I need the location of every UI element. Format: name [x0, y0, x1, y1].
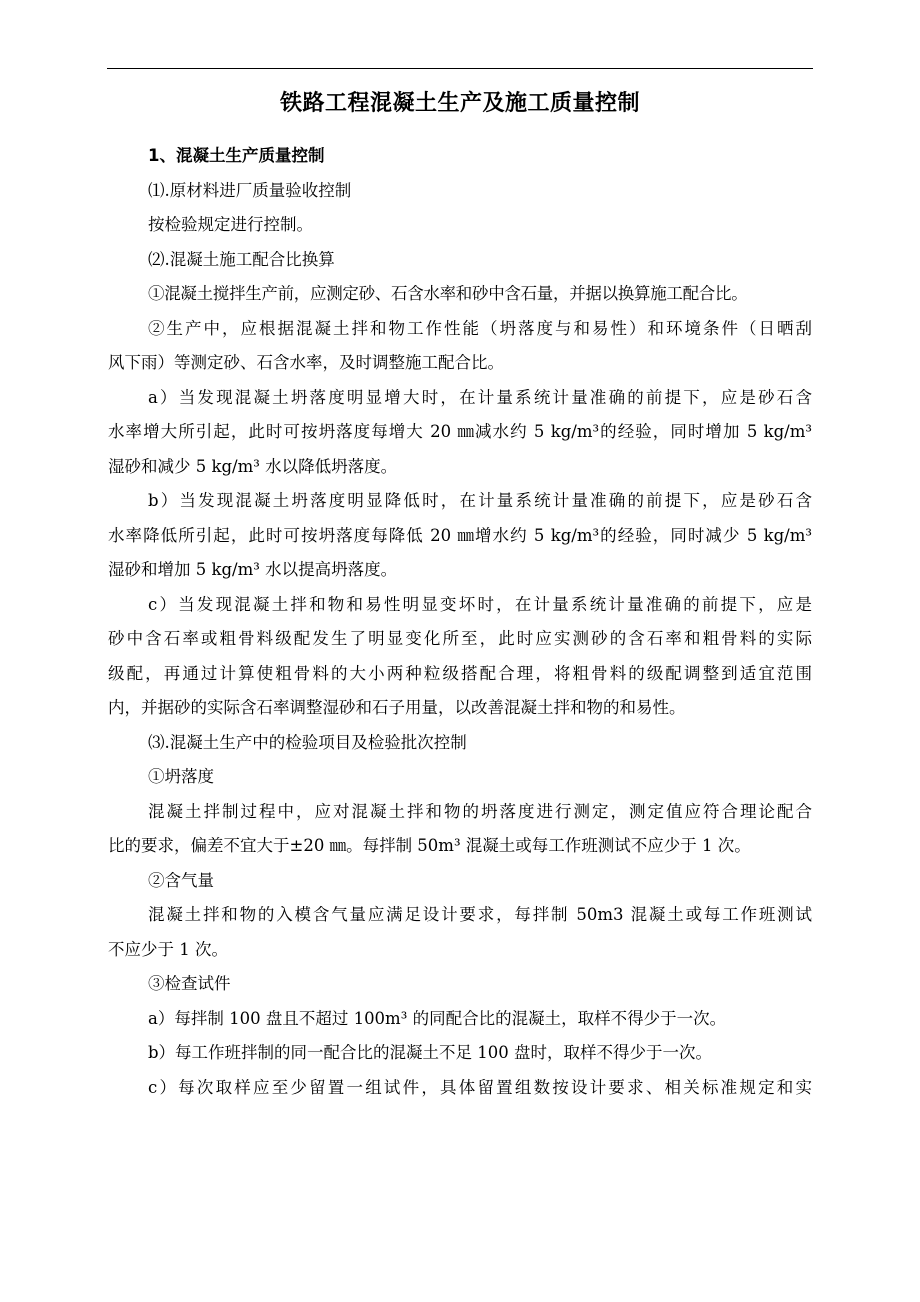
text-line: a）每拌制 100 盘且不超过 100m³ 的同配合比的混凝土，取样不得少于一次。	[148, 1008, 727, 1028]
text-line: ②生产中，应根据混凝土拌和物工作性能（坍落度与和易性）和环境条件（日晒刮	[148, 318, 812, 338]
text-line: 1、混凝土生产质量控制	[148, 146, 325, 165]
text-line: ①混凝土搅拌生产前，应测定砂、石含水率和砂中含石量，并据以换算施工配合比。	[148, 284, 748, 303]
text-line: c）当发现混凝土拌和物和易性明显变坏时，在计量系统计量准确的前提下，应是	[148, 594, 812, 614]
text-line: 湿砂和减少 5 kg/m³ 水以降低坍落度。	[108, 456, 398, 476]
text-line: 砂中含石率或粗骨料级配发生了明显变化所至，此时应实测砂的含石率和粗骨料的实际	[108, 629, 812, 648]
text-line: ①坍落度	[148, 767, 214, 786]
text-line: 湿砂和增加 5 kg/m³ 水以提高坍落度。	[108, 560, 398, 579]
text-line: 不应少于 1 次。	[108, 939, 228, 959]
text-line: ⑵.混凝土施工配合比换算	[148, 249, 335, 269]
text-line: 按检验规定进行控制。	[148, 215, 313, 234]
text-line: a）当发现混凝土坍落度明显增大时，在计量系统计量准确的前提下，应是砂石含	[148, 387, 812, 407]
text-line: 内，并据砂的实际含石率调整湿砂和石子用量，以改善混凝土拌和物的和易性。	[108, 698, 686, 717]
document-title: 铁路工程混凝土生产及施工质量控制	[279, 91, 640, 116]
text-line: ⑴.原材料进厂质量验收控制	[148, 180, 352, 200]
text-line: 混凝土拌制过程中，应对混凝土拌和物的坍落度进行测定，测定值应符合理论配合	[148, 801, 812, 821]
text-line: ⑶.混凝土生产中的检验项目及检验批次控制	[148, 732, 467, 752]
text-line: 水率降低所引起，此时可按坍落度每降低 20 ㎜增水约 5 kg/m³的经验，同时减少 5 kg/m³	[108, 525, 812, 545]
text-line: 风下雨）等测定砂、石含水率，及时调整施工配合比。	[108, 353, 504, 372]
text-line: c）每次取样应至少留置一组试件，具体留置组数按设计要求、相关标准规定和实	[148, 1077, 812, 1097]
text-line: 级配，再通过计算使粗骨料的大小两种粒级搭配合理，将粗骨料的级配调整到适宜范围	[108, 663, 812, 683]
text-line: ③检查试件	[148, 974, 231, 993]
text-line: b）当发现混凝土坍落度明显降低时，在计量系统计量准确的前提下，应是砂石含	[148, 491, 812, 510]
text-line: b）每工作班拌制的同一配合比的混凝土不足 100 盘时，取样不得少于一次。	[148, 1043, 713, 1062]
text-line: 混凝土拌和物的入模含气量应满足设计要求，每拌制 50m3 混凝土或每工作班测试	[148, 905, 812, 924]
text-line: 比的要求，偏差不宜大于±20 ㎜。每拌制 50m³ 混凝土或每工作班测试不应少于 1 次。	[108, 836, 751, 855]
text-line: ②含气量	[148, 870, 214, 890]
header-rule	[107, 68, 813, 69]
document-body	[108, 139, 812, 1105]
text-line: 水率增大所引起，此时可按坍落度每增大 20 ㎜减水约 5 kg/m³的经验，同时增加 5 kg/m³	[108, 422, 812, 441]
